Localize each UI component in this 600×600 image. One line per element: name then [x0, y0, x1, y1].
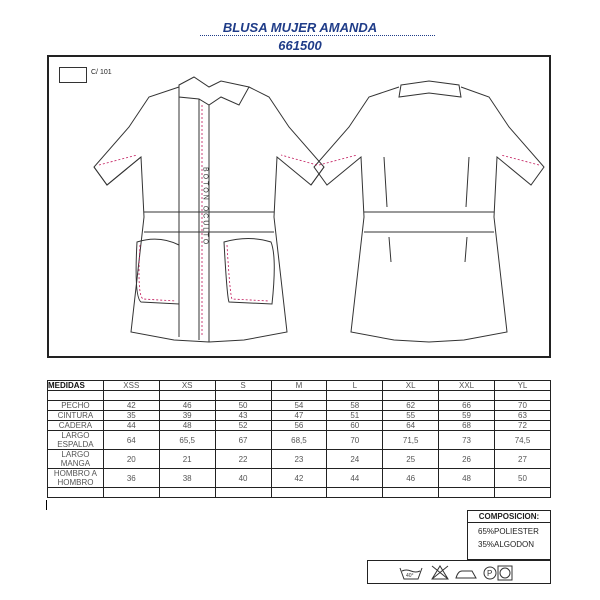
row-label: CINTURA — [48, 411, 104, 421]
composition-box — [467, 510, 551, 560]
table-cell: 50 — [495, 469, 551, 488]
table-cell: 58 — [327, 401, 383, 411]
table-cell: 48 — [159, 421, 215, 431]
table-cell: 73 — [439, 431, 495, 450]
table-cell: 36 — [103, 469, 159, 488]
table-cell: 70 — [327, 431, 383, 450]
table-cell: 50 — [215, 401, 271, 411]
table-row-largo-manga — [48, 450, 551, 469]
table-cell: 27 — [495, 450, 551, 469]
table-cell: 68 — [439, 421, 495, 431]
size-xl: XL — [383, 381, 439, 391]
table-cell: 66 — [439, 401, 495, 411]
table-row-cadera — [48, 421, 551, 431]
table-cell: 26 — [439, 450, 495, 469]
tumble-dry-icon — [498, 566, 512, 580]
table-cell: 55 — [383, 411, 439, 421]
row-label: LARGO MANGA — [48, 450, 104, 469]
size-table — [47, 380, 551, 498]
table-cell: 63 — [495, 411, 551, 421]
table-cell: 44 — [103, 421, 159, 431]
color-code: C/ 101 — [91, 69, 112, 76]
table-cell: 72 — [495, 421, 551, 431]
table-cell: 74,5 — [495, 431, 551, 450]
text-cursor — [46, 500, 47, 510]
table-cell: 35 — [103, 411, 159, 421]
garment-sketch — [49, 57, 549, 356]
table-cell: 52 — [215, 421, 271, 431]
table-cell: 64 — [383, 421, 439, 431]
table-cell: 42 — [103, 401, 159, 411]
composition-line-1: 65%POLIESTER — [478, 527, 539, 536]
table-cell: 65,5 — [159, 431, 215, 450]
table-cell: 46 — [383, 469, 439, 488]
table-cell: 44 — [327, 469, 383, 488]
table-cell: 62 — [383, 401, 439, 411]
table-cell: 46 — [159, 401, 215, 411]
no-bleach-icon — [432, 566, 448, 579]
table-cell: 40 — [215, 469, 271, 488]
table-row-pecho — [48, 401, 551, 411]
table-cell: 23 — [271, 450, 327, 469]
row-label: LARGO ESPALDA — [48, 431, 104, 450]
table-cell: 56 — [271, 421, 327, 431]
composition-title: COMPOSICION: — [468, 511, 550, 523]
table-cell: 25 — [383, 450, 439, 469]
table-row-largo-espalda — [48, 431, 551, 450]
table-row-hombro — [48, 469, 551, 488]
table-cell: 39 — [159, 411, 215, 421]
row-label: CADERA — [48, 421, 104, 431]
table-row-cintura — [48, 411, 551, 421]
svg-text:P: P — [487, 569, 493, 578]
size-xss: XSS — [103, 381, 159, 391]
table-cell: 59 — [439, 411, 495, 421]
table-cell: 71,5 — [383, 431, 439, 450]
table-cell: 24 — [327, 450, 383, 469]
table-row-empty — [48, 391, 551, 401]
table-cell: 60 — [327, 421, 383, 431]
table-cell: 38 — [159, 469, 215, 488]
table-cell: 64 — [103, 431, 159, 450]
technical-drawing — [47, 55, 551, 358]
title-underline — [200, 35, 435, 36]
size-m: M — [271, 381, 327, 391]
table-cell: 20 — [103, 450, 159, 469]
svg-text:40°: 40° — [406, 573, 414, 579]
care-symbols — [367, 560, 551, 584]
size-xs: XS — [159, 381, 215, 391]
composition-line-2: 35%ALGODON — [478, 540, 535, 549]
garment-title: BLUSA MUJER AMANDA — [222, 20, 378, 35]
table-cell: 54 — [271, 401, 327, 411]
row-label: PECHO — [48, 401, 104, 411]
wash-40-icon — [400, 568, 422, 579]
table-cell: 68,5 — [271, 431, 327, 450]
table-cell: 22 — [215, 450, 271, 469]
size-yl: YL — [495, 381, 551, 391]
iron-icon — [456, 571, 476, 578]
table-cell: 21 — [159, 450, 215, 469]
table-header-label: MEDIDAS — [48, 381, 104, 391]
row-label: HOMBRO A HOMBRO — [48, 469, 104, 488]
size-s: S — [215, 381, 271, 391]
garment-code: 661500 — [278, 38, 322, 53]
table-cell: 70 — [495, 401, 551, 411]
placket-label — [202, 157, 222, 267]
placket-text: BOTON OCULTO — [202, 167, 209, 247]
table-cell: 43 — [215, 411, 271, 421]
table-cell: 67 — [215, 431, 271, 450]
size-l: L — [327, 381, 383, 391]
size-xxl: XXL — [439, 381, 495, 391]
table-row-empty — [48, 488, 551, 498]
table-cell: 51 — [327, 411, 383, 421]
back-view — [314, 81, 544, 342]
table-cell: 48 — [439, 469, 495, 488]
table-cell: 42 — [271, 469, 327, 488]
dry-clean-p-icon — [484, 567, 496, 579]
table-cell: 47 — [271, 411, 327, 421]
